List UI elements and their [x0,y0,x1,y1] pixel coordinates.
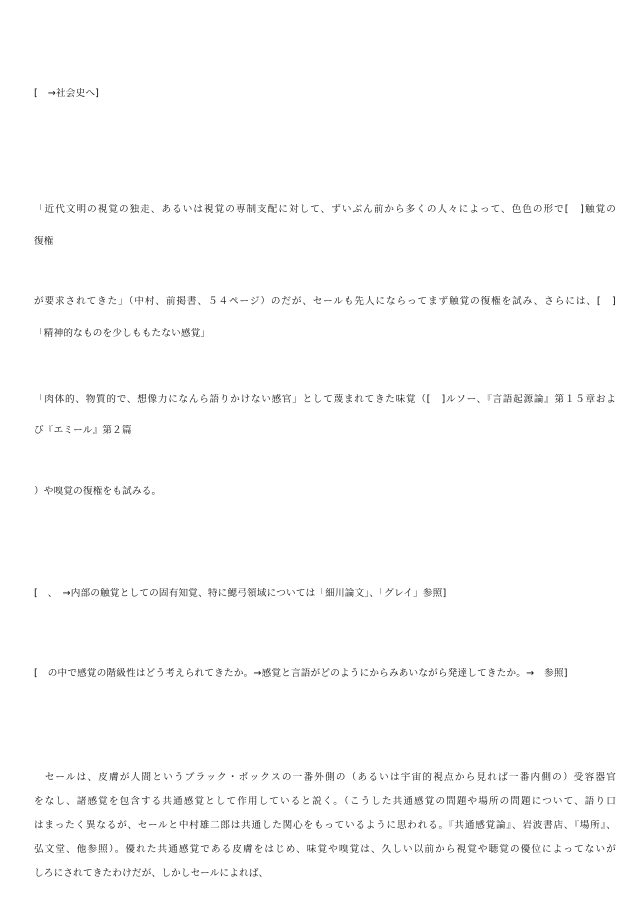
paragraph-line: はまったく異なるが、セールと中村雄二郎は共通した関心をもっているように思われる。『共通感覚論』、岩波書店、『場所』、 [34,820,616,831]
paragraph-line: 「肉体的、物質的で、想像力になんら語りかけない感官」として蔑まれてきた味覚（[ ]ルソー、『言語起源論』第１５章およ [34,394,616,405]
quote-paragraph-line: 復権 [34,236,54,247]
paragraph-line: 弘文堂、他参照）。優れた共通感覚である皮膚をはじめ、味覚や嗅覚は、久しい以前から視覚や聴覚の優位によってないが [34,844,616,855]
quote-line: 「精神的なものを少しももたない感覚」 [34,328,211,339]
paragraph-line: び『エミール』第２篇 [34,425,132,436]
paragraph-line: ）や嗅覚の復権をも試みる。 [34,486,162,497]
bracket-note-proprioception: [ 、 →内部の触覚としての固有知覚、特に鰓弓領域については「細川論文」、「グレイ」参照] [34,588,447,599]
paragraph-line: が要求されてきた」（中村、前掲書、５４ページ）のだが、セールも先人にならってまず触覚の復権を試み、さらには、[ ] [34,296,616,307]
paragraph-line: をなし、諸感覚を包含する共通感覚として作用していると説く。（こうした共通感覚の問題や場所の問題について、語り口 [34,796,616,807]
paragraph-line: セールは、皮膚が人間というブラック・ボックスの一番外側の（あるいは宇宙的視点から見れば一番内側の）受容器官 [34,772,616,783]
quote-paragraph-line: 「近代文明の視覚の独走、あるいは視覚の専制支配に対して、ずいぶん前から多くの人々によって、色色の形で[ ]触覚の [34,204,616,215]
paragraph-line: しろにされてきたわけだが、しかしセールによれば、 [34,868,269,879]
bracket-note-senses-language: [ の中で感覚の階級性はどう考えられてきたか。→感覚と言語がどのようにからみあいながら発達してきたか。→ 参照] [34,668,568,679]
bracket-note-social-history: [ →社会史へ] [34,88,100,99]
